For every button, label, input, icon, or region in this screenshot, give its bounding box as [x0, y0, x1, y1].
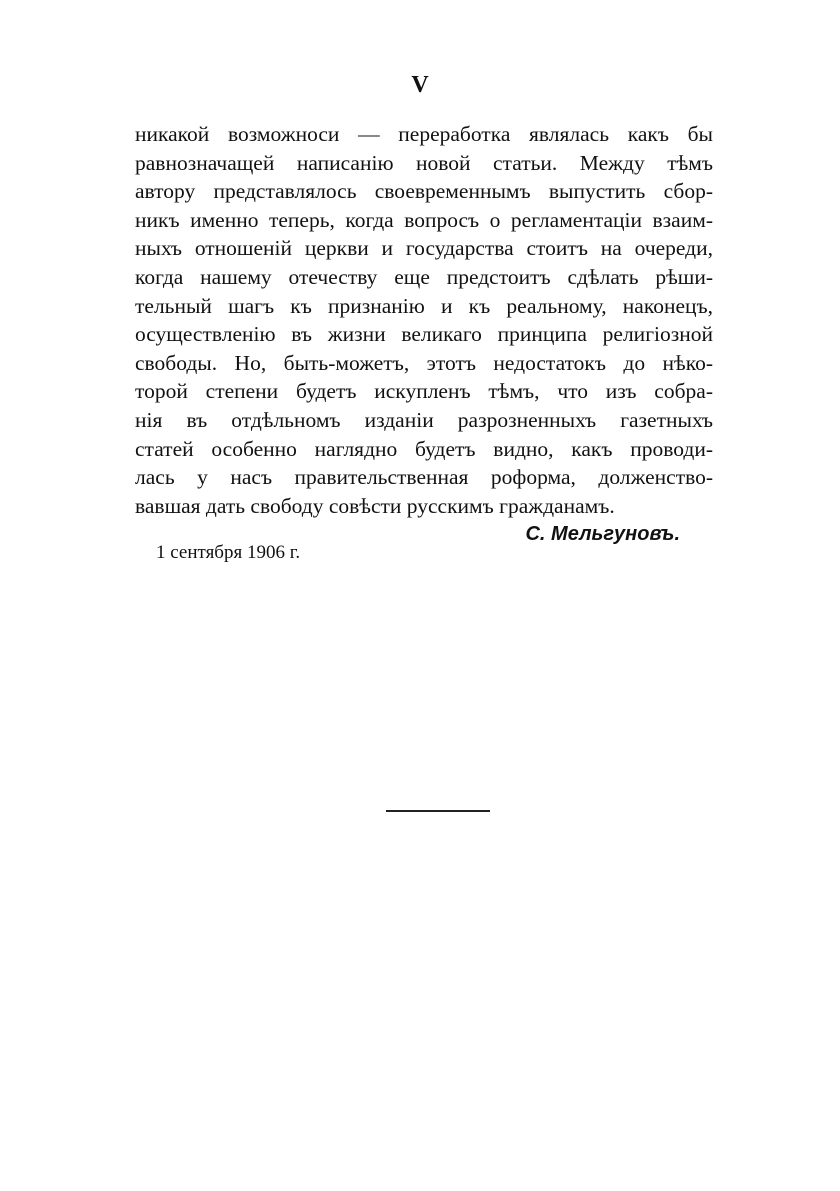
author-signature: С. Мельгуновъ.	[525, 523, 680, 545]
text-line: тельный шагъ къ признанію и къ реальному, наконецъ,	[135, 293, 713, 318]
text-line: когда нашему отечеству еще предстоитъ сдѣлать рѣши-	[135, 264, 713, 289]
date-line: 1 сентября 1906 г.	[156, 542, 301, 563]
page-number: V	[411, 72, 429, 98]
text-line: свободы. Но, быть-можетъ, этотъ недостатокъ до нѣко-	[135, 350, 713, 375]
text-line: осуществленію въ жизни великаго принципа религіозной	[135, 322, 713, 347]
text-line-last: вавшая дать свободу совѣсти русскимъ гражданамъ.	[135, 493, 615, 518]
text-line: никъ именно теперь, когда вопросъ о регламентаціи взаим-	[135, 207, 713, 232]
body-paragraph	[135, 120, 713, 520]
text-line: статей особенно наглядно будетъ видно, какъ проводи-	[135, 436, 713, 461]
text-line: нія въ отдѣльномъ изданіи разрозненныхъ газетныхъ	[135, 407, 713, 432]
text-line: равнозначащей написанію новой статьи. Между тѣмъ	[135, 150, 713, 175]
text-line: никакой возможноси — переработка являлась какъ бы	[135, 122, 713, 146]
text-line: торой степени будетъ искупленъ тѣмъ, что изъ собра-	[135, 379, 713, 404]
text-line: ныхъ отношеній церкви и государства стоитъ на очереди,	[135, 236, 713, 261]
horizontal-rule	[386, 810, 490, 812]
text-line: лась у насъ правительственная роформа, долженство-	[135, 465, 713, 490]
text-line: автору представлялось своевременнымъ выпустить сбор-	[135, 179, 713, 204]
